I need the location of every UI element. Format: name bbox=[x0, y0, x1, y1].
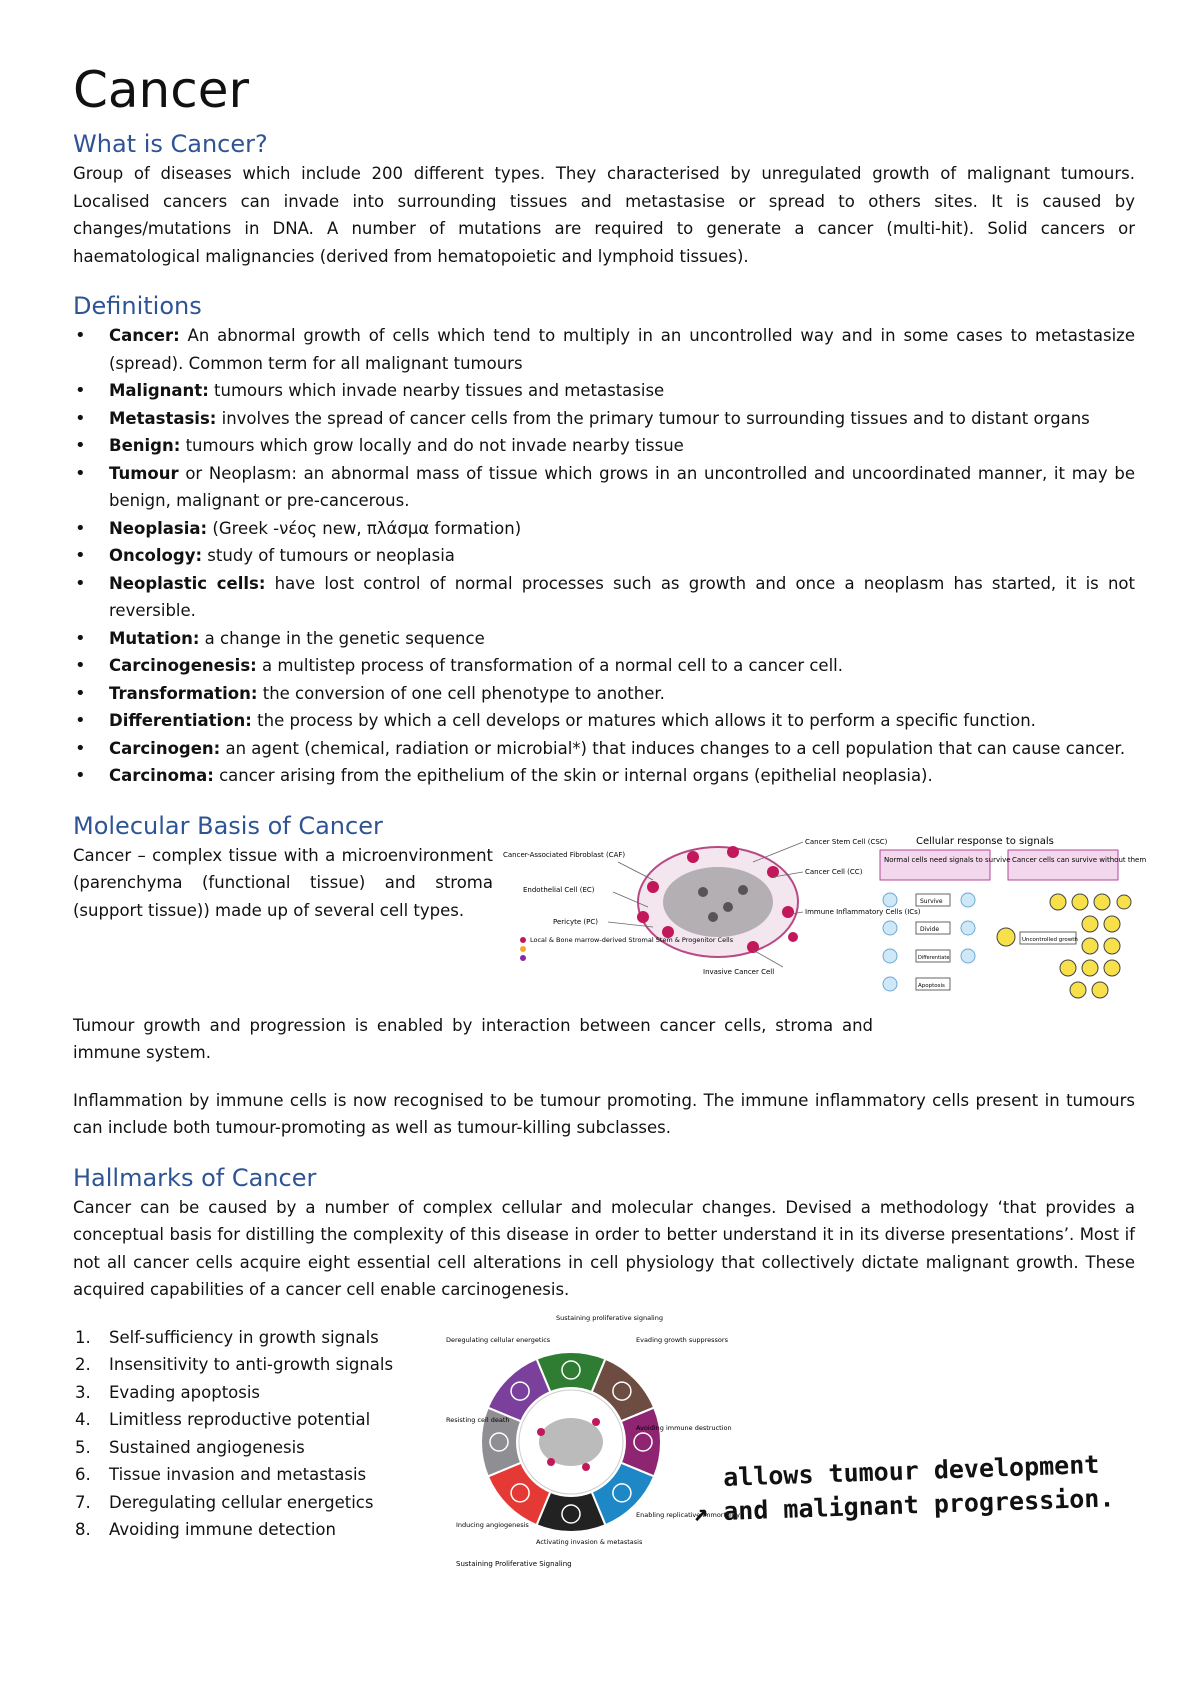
section-heading-definitions: Definitions bbox=[73, 292, 202, 320]
crs-uncontrolled: Uncontrolled growth bbox=[1022, 936, 1078, 943]
definition-text: An abnormal growth of cells which tend to multiply in an uncontrolled way and in some cases to metastasize (spread). Common term for all malignant tumours bbox=[109, 326, 1135, 373]
hallmarks-list bbox=[73, 1324, 453, 1544]
definition-text: or Neoplasm: an abnormal mass of tissue which grows in an uncontrolled and uncoordinated manner, it may be benign, malignant or pre-cancerous. bbox=[109, 463, 1135, 510]
definition-term: Benign: bbox=[109, 436, 181, 455]
hallmark-text: Self-sufficiency in growth signals bbox=[109, 1327, 379, 1347]
hallmark-text: Tissue invasion and metastasis bbox=[109, 1465, 367, 1484]
definition-item bbox=[73, 322, 1135, 377]
page-title: Cancer bbox=[73, 61, 250, 119]
crs-cancer-label: Cancer cells can survive without them bbox=[1012, 855, 1147, 864]
crs-apoptosis: Apoptosis bbox=[918, 982, 945, 989]
definition-term: Tumour bbox=[109, 463, 179, 483]
hallmark-number: 8. bbox=[75, 1520, 91, 1539]
definition-item bbox=[73, 735, 1135, 763]
definition-text: a multistep process of transformation of a normal cell to a cancer cell. bbox=[256, 656, 843, 675]
crs-title: Cellular response to signals bbox=[916, 835, 1054, 847]
what-is-cancer-paragraph: Group of diseases which include 200 different types. They characterised by unregulated growth of malignant tumours. Localised cancers can invade into surrounding tissues and metastasise or spread to others sites. It is caused by changes/mutations in DNA. A number of mutations are required to generate a cancer (multi-hit). Solid cancers or haematological malignancies (derived from hematopoietic and lymphoid tissues). bbox=[73, 164, 1135, 266]
definition-item bbox=[73, 625, 1135, 653]
definition-text: involves the spread of cancer cells from the primary tumour to surrounding tissues and to distant organs bbox=[216, 408, 1090, 428]
hallmark-item bbox=[73, 1489, 453, 1517]
handwritten-note bbox=[692, 1449, 1153, 1554]
arrow-icon: ↗ bbox=[692, 1496, 724, 1527]
molecular-paragraph-2: Tumour growth and progression is enabled by interaction between cancer cells, stroma and immune system. bbox=[73, 1015, 873, 1062]
hallmark-text: Limitless reproductive potential bbox=[109, 1410, 371, 1429]
hallmark-number: 6. bbox=[75, 1465, 91, 1484]
hallmark-item bbox=[73, 1351, 453, 1379]
molecular-paragraph-3: Inflammation by immune cells is now recognised to be tumour promoting. The immune inflammatory cells present in tumours can include both tumour-promoting as well as tumour-killing subclasses. bbox=[73, 1090, 1135, 1137]
definition-text: (Greek -νέος new, πλάσμα formation) bbox=[207, 518, 522, 538]
definition-term: Cancer: bbox=[109, 326, 180, 345]
hallmark-text: Insensitivity to anti-growth signals bbox=[109, 1355, 394, 1374]
label-immune: Immune Inflammatory Cells (ICs) bbox=[805, 907, 921, 916]
wheel-label-right: Avoiding immune destruction bbox=[636, 1423, 732, 1432]
wheel-caption: Sustaining Proliferative Signaling bbox=[456, 1559, 572, 1568]
label-invasive: Invasive Cancer Cell bbox=[703, 967, 775, 976]
hallmark-text: Avoiding immune detection bbox=[109, 1520, 336, 1539]
definition-term: Neoplastic cells: bbox=[109, 573, 266, 593]
definition-text: cancer arising from the epithelium of the skin or internal organs (epithelial neoplasia). bbox=[213, 766, 933, 785]
label-pc: Pericyte (PC) bbox=[553, 917, 598, 926]
definition-text: the conversion of one cell phenotype to another. bbox=[257, 683, 665, 703]
hallmark-number: 5. bbox=[75, 1437, 91, 1457]
definition-term: Malignant: bbox=[109, 381, 209, 400]
definition-item bbox=[73, 542, 1135, 570]
crs-divide: Divide bbox=[920, 925, 940, 933]
document-page bbox=[73, 60, 1147, 1574]
label-local-stromal: Local & Bone marrow-derived Stromal Stem & Progenitor Cells bbox=[530, 935, 734, 944]
definition-term: Mutation: bbox=[109, 628, 200, 648]
definition-item bbox=[73, 680, 1135, 708]
definition-item bbox=[73, 432, 1135, 460]
definition-item bbox=[73, 707, 1135, 735]
definition-term: Metastasis: bbox=[109, 408, 217, 428]
definition-text: tumours which grow locally and do not invade nearby tissue bbox=[180, 436, 684, 455]
definition-term: Neoplasia: bbox=[109, 518, 208, 538]
hallmarks-paragraph: Cancer can be caused by a number of complex cellular and molecular changes. Devised a methodology ‘that provides a conceptual basis for distilling the complexity of this disease in order to better understand it in its diverse presentations’. Most if not all cancer cells acquire eight essential cell alterations in cell physiology that collectively dictate malignant growth. These acquired capabilities of a cancer cell enable carcinogenesis. bbox=[73, 1197, 1135, 1299]
wheel-label-top-left: Deregulating cellular energetics bbox=[446, 1335, 551, 1344]
definition-item bbox=[73, 762, 1135, 790]
definition-text: the process by which a cell develops or matures which allows it to perform a specific function. bbox=[251, 711, 1036, 730]
hallmark-item bbox=[73, 1434, 453, 1462]
definition-item bbox=[73, 570, 1135, 625]
wheel-label-left: Resisting cell death bbox=[446, 1415, 510, 1424]
hallmark-item bbox=[73, 1324, 453, 1352]
definition-item bbox=[73, 377, 1135, 405]
wheel-label-bottom-left: Inducing angiogenesis bbox=[456, 1520, 529, 1529]
hallmark-text: Evading apoptosis bbox=[109, 1382, 261, 1402]
hallmark-number: 3. bbox=[75, 1382, 91, 1402]
hallmarks-row bbox=[73, 1313, 1135, 1574]
definition-term: Oncology: bbox=[109, 546, 203, 565]
hallmark-text: Sustained angiogenesis bbox=[109, 1437, 305, 1457]
label-cc: Cancer Cell (CC) bbox=[805, 867, 863, 876]
handwritten-line-2: ↗ and malignant progression. bbox=[692, 1482, 1115, 1527]
crs-survive: Survive bbox=[920, 897, 943, 905]
definitions-list bbox=[73, 322, 1135, 790]
definition-item bbox=[73, 652, 1135, 680]
hallmark-item bbox=[73, 1379, 453, 1407]
hallmark-number: 7. bbox=[75, 1492, 91, 1512]
definition-text: a change in the genetic sequence bbox=[199, 628, 485, 648]
molecular-row bbox=[73, 835, 1147, 1012]
hallmark-number: 4. bbox=[75, 1410, 91, 1429]
definition-text: an agent (chemical, radiation or microbial*) that induces changes to a cell population that can cause cancer. bbox=[220, 738, 1126, 758]
section-heading-what-is-cancer: What is Cancer? bbox=[73, 130, 268, 158]
handwritten-line-1: allows tumour development bbox=[722, 1449, 1100, 1492]
hallmark-text: Deregulating cellular energetics bbox=[109, 1492, 374, 1512]
hallmark-item bbox=[73, 1461, 453, 1489]
wheel-label-top: Sustaining proliferative signaling bbox=[556, 1313, 663, 1322]
wheel-label-bottom-right: Enabling replicative immortality bbox=[636, 1510, 741, 1519]
label-ec: Endothelial Cell (EC) bbox=[523, 885, 595, 894]
crs-normal-label: Normal cells need signals to survive bbox=[884, 855, 1011, 864]
hallmark-number: 1. bbox=[75, 1327, 91, 1347]
definition-text: study of tumours or neoplasia bbox=[202, 546, 455, 565]
crs-differentiate: Differentiate bbox=[918, 954, 950, 961]
definition-text: tumours which invade nearby tissues and metastasise bbox=[208, 381, 665, 400]
hallmark-number: 2. bbox=[75, 1355, 91, 1374]
definition-item bbox=[73, 405, 1135, 433]
section-heading-hallmarks: Hallmarks of Cancer bbox=[73, 1163, 317, 1192]
definition-term: Carcinoma: bbox=[109, 766, 214, 785]
definition-text: have lost control of normal processes such as growth and once a neoplasm has started, it is not reversible. bbox=[109, 573, 1135, 620]
molecular-paragraph-1: Cancer – complex tissue with a microenvironment (parenchyma (functional tissue) and stroma (support tissue)) made up of several cell types. bbox=[73, 845, 493, 920]
hallmarks-wheel-figure bbox=[446, 1312, 741, 1572]
definition-term: Differentiation: bbox=[109, 711, 252, 730]
wheel-label-top-right: Evading growth suppressors bbox=[636, 1335, 728, 1344]
label-csc: Cancer Stem Cell (CSC) bbox=[805, 837, 888, 846]
definition-term: Carcinogenesis: bbox=[109, 656, 257, 675]
tumour-microenvironment-figure bbox=[503, 832, 921, 982]
label-caf: Cancer-Associated Fibroblast (CAF) bbox=[503, 850, 626, 859]
definition-item bbox=[73, 515, 1135, 543]
definition-item bbox=[73, 460, 1135, 515]
cellular-response-figure bbox=[878, 832, 1147, 1002]
definition-term: Transformation: bbox=[109, 683, 258, 703]
hallmark-item bbox=[73, 1516, 453, 1544]
hallmark-item bbox=[73, 1406, 453, 1434]
section-heading-molecular-basis: Molecular Basis of Cancer bbox=[73, 811, 383, 840]
wheel-label-bottom: Activating invasion & metastasis bbox=[536, 1537, 643, 1546]
definition-term: Carcinogen: bbox=[109, 738, 221, 758]
